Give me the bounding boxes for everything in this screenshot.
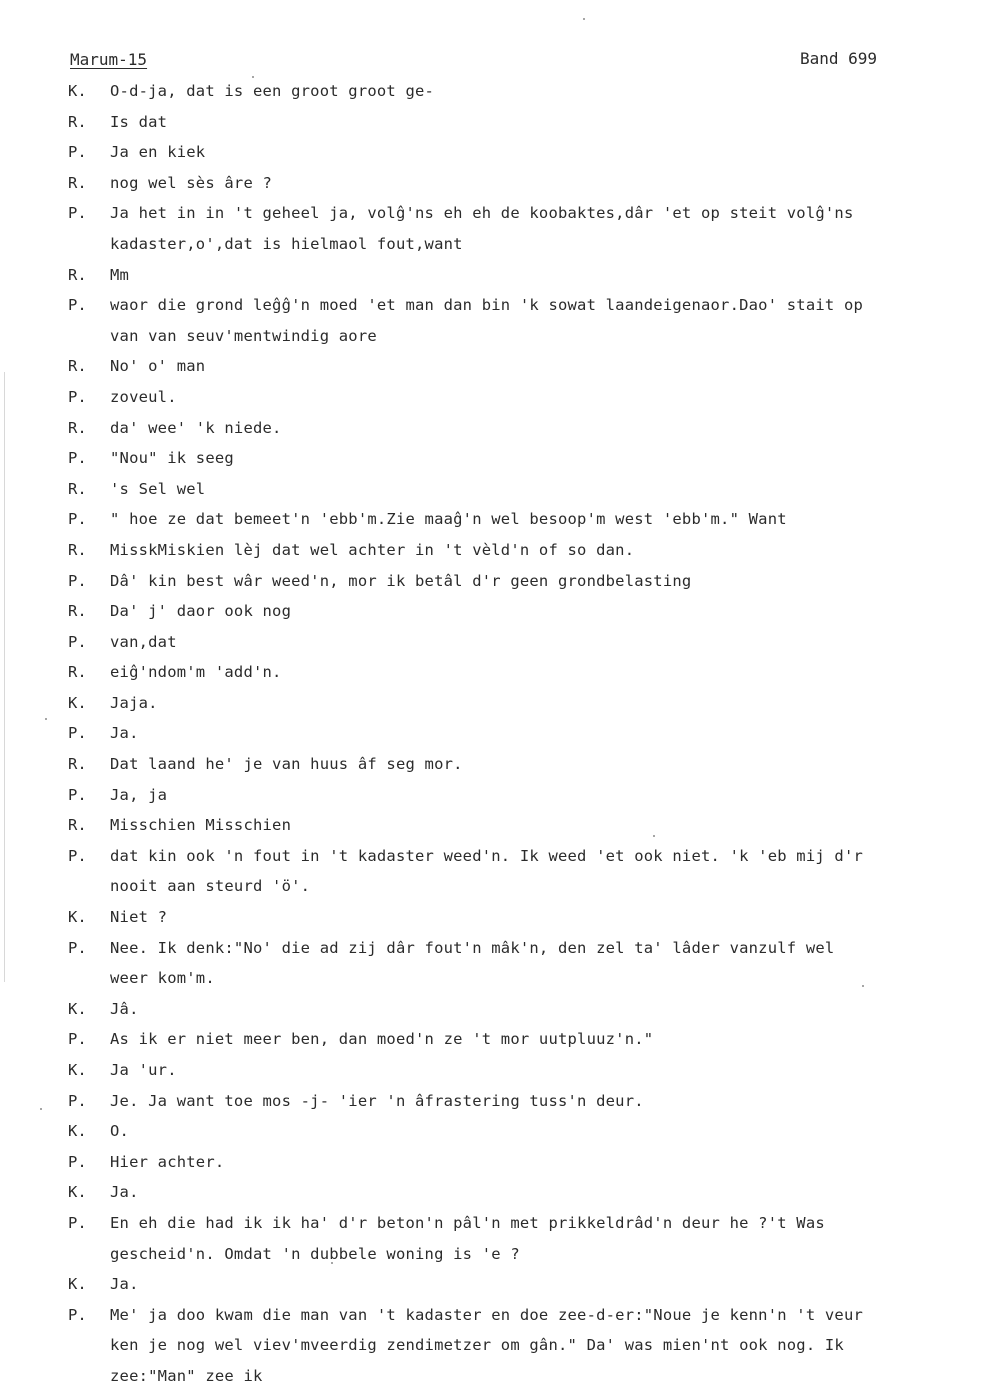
speaker-label: K. [68, 1061, 87, 1079]
line-text: weer kom'm. [110, 969, 215, 988]
transcript-line [0, 996, 986, 1027]
transcript-line [0, 782, 986, 813]
speaker-label: R. [68, 418, 87, 437]
line-text: En eh die had ik ik ha' d'r beton'n pâl'n met prikkeldrâd'n deur he ?'t Was [110, 1213, 825, 1232]
line-text: Ja 'ur. [110, 1061, 177, 1079]
line-text: Hier achter. [110, 1152, 225, 1171]
speaker-label: K. [68, 1122, 87, 1141]
page-title: Marum-15 [70, 50, 148, 69]
speaker-label: P. [68, 632, 87, 651]
speaker-label: R. [68, 357, 87, 376]
speaker-label: K. [68, 693, 87, 712]
speaker-label: K. [68, 999, 87, 1018]
line-text: ken je nog wel viev'mveerdig zendimetzer om gân." Da' was mien'nt ook nog. Ik [110, 1336, 844, 1355]
transcript-line [0, 200, 986, 231]
speaker-label: P. [68, 449, 87, 468]
line-text: van,dat [110, 632, 177, 651]
speaker-label: R. [68, 265, 87, 284]
speaker-label: R. [68, 112, 87, 131]
transcript-line [0, 109, 986, 140]
transcript-line [0, 292, 986, 323]
transcript-line [0, 1179, 986, 1210]
speaker-label: P. [68, 1091, 87, 1110]
transcript-line [0, 384, 986, 415]
transcript-line [0, 690, 986, 721]
transcript-line [0, 1302, 986, 1333]
transcript-line [0, 1149, 986, 1180]
transcript-line [0, 1088, 986, 1119]
line-text: " hoe ze dat bemeet'n 'ebb'm.Zie maaĝ'n wel besoop'm west 'ebb'm." Want [110, 510, 787, 529]
line-text: dat kin ook 'n fout in 't kadaster weed'n. Ik weed 'et ook niet. 'k 'eb mij d'r [110, 846, 864, 865]
speaker-label: P. [68, 143, 87, 162]
speaker-label: P. [68, 785, 87, 804]
speaker-label: P. [68, 296, 87, 315]
speck [583, 18, 585, 20]
transcript-line [0, 1026, 986, 1057]
speaker-label: R. [68, 602, 87, 621]
line-text: Dâ' kin best wâr weed'n, mor ik betâl d'r geen grondbelasting [110, 571, 692, 590]
line-text: Dat laand he' je van huus âf seg mor. [110, 755, 463, 774]
speaker-label: R. [68, 816, 87, 835]
transcript-line [0, 935, 986, 966]
line-text: Me' ja doo kwam die man van 't kadaster en doe zee-d-er:"Noue je kenn'n 't veur [110, 1305, 864, 1324]
speaker-label: P. [68, 1213, 87, 1232]
line-text: Is dat [110, 112, 168, 131]
speaker-label: P. [68, 1030, 87, 1049]
transcript-line [0, 1363, 986, 1394]
speaker-label: R. [68, 755, 87, 774]
line-text: As ik er niet meer ben, dan moed'n ze 't mor uutpluuz'n." [110, 1030, 654, 1049]
speaker-label: P. [68, 571, 87, 590]
line-text: nooit aan steurd 'ö'. [110, 877, 311, 896]
transcript-line [0, 1332, 986, 1363]
line-text: waor die grond leĝĝ'n moed 'et man dan bin 'k sowat laandeigenaor.Dao' stait op [110, 296, 864, 315]
line-text: Ja. [110, 724, 139, 743]
line-text: 's Sel wel [110, 479, 206, 498]
transcript-line [0, 537, 986, 568]
transcript-line [0, 415, 986, 446]
line-text: O-d-ja, dat is een groot groot ge- [110, 82, 435, 100]
speaker-label: P. [68, 1305, 87, 1324]
speaker-label: R. [68, 173, 87, 192]
line-text: Niet ? [110, 908, 168, 927]
line-text: Ja het in in 't geheel ja, volĝ'ns eh eh de koobaktes,dâr 'et op steit volĝ'ns [110, 204, 854, 223]
line-text: zee:"Man" zee ik [110, 1366, 263, 1385]
speaker-label: K. [68, 908, 87, 927]
speaker-label: R. [68, 663, 87, 682]
transcript-line [0, 598, 986, 629]
speaker-label: P. [68, 1152, 87, 1171]
transcript-lines [0, 78, 986, 1394]
transcript-line [0, 323, 986, 354]
line-text: Jaja. [110, 693, 158, 712]
transcript-line [0, 873, 986, 904]
line-text: Ja. [110, 1183, 139, 1202]
line-text: Je. Ja want toe mos -j- 'ier 'n âfrastering tuss'n deur. [110, 1091, 644, 1110]
speaker-label: R. [68, 479, 87, 498]
line-text: Nee. Ik denk:"No' die ad zij dâr fout'n mâk'n, den zel ta' lâder vanzulf wel [110, 938, 835, 957]
transcript-line [0, 1057, 986, 1088]
speaker-label: R. [68, 540, 87, 559]
line-text: kadaster,o',dat is hielmaol fout,want [110, 234, 463, 253]
transcript-line [0, 1118, 986, 1149]
band-label: Band 699 [800, 49, 878, 68]
line-text: Da' j' daor ook nog [110, 602, 292, 621]
line-text: gescheid'n. Omdat 'n dubbele woning is 'e ? [110, 1244, 520, 1263]
line-text: Misschien Misschien [110, 816, 292, 835]
speaker-label: P. [68, 387, 87, 406]
speaker-label: K. [68, 1275, 87, 1294]
transcript-line [0, 476, 986, 507]
line-text: da' wee' 'k niede. [110, 418, 282, 437]
speaker-label: P. [68, 204, 87, 223]
transcript-line [0, 1210, 986, 1241]
speaker-label: P. [68, 510, 87, 529]
transcript-line [0, 659, 986, 690]
line-text: O. [110, 1122, 130, 1141]
line-text: zoveul. [110, 387, 177, 406]
line-text: "Nou" ik seeg [110, 449, 234, 468]
transcript-line [0, 629, 986, 660]
transcript-line [0, 170, 986, 201]
transcript-line [0, 353, 986, 384]
transcript-line [0, 262, 986, 293]
transcript-line [0, 720, 986, 751]
line-text: Ja. [110, 1275, 139, 1294]
transcript-line [0, 139, 986, 170]
speaker-label: K. [68, 82, 87, 100]
speaker-label: P. [68, 724, 87, 743]
line-text: eiĝ'ndom'm 'add'n. [110, 663, 282, 682]
line-text: Jâ. [110, 999, 139, 1018]
transcript-line [0, 1271, 986, 1302]
transcript-line [0, 568, 986, 599]
transcript-line [0, 78, 986, 109]
speaker-label: K. [68, 1183, 87, 1202]
transcript-line [0, 965, 986, 996]
transcript-line [0, 812, 986, 843]
line-text: Mm [110, 265, 130, 284]
line-text: MisskMiskien lèj dat wel achter in 't vèld'n of so dan. [110, 540, 635, 559]
line-text: No' o' man [110, 357, 206, 376]
speaker-label: P. [68, 938, 87, 957]
transcript-line [0, 231, 986, 262]
transcript-line [0, 1241, 986, 1272]
speaker-label: P. [68, 846, 87, 865]
transcript-line [0, 506, 986, 537]
line-text: Ja en kiek [110, 143, 206, 162]
line-text: nog wel sès âre ? [110, 173, 273, 192]
transcript-line [0, 751, 986, 782]
line-text: van van seuv'mentwindig aore [110, 326, 377, 345]
transcript-line [0, 445, 986, 476]
transcript-line [0, 843, 986, 874]
transcript-line [0, 904, 986, 935]
line-text: Ja, ja [110, 785, 168, 804]
